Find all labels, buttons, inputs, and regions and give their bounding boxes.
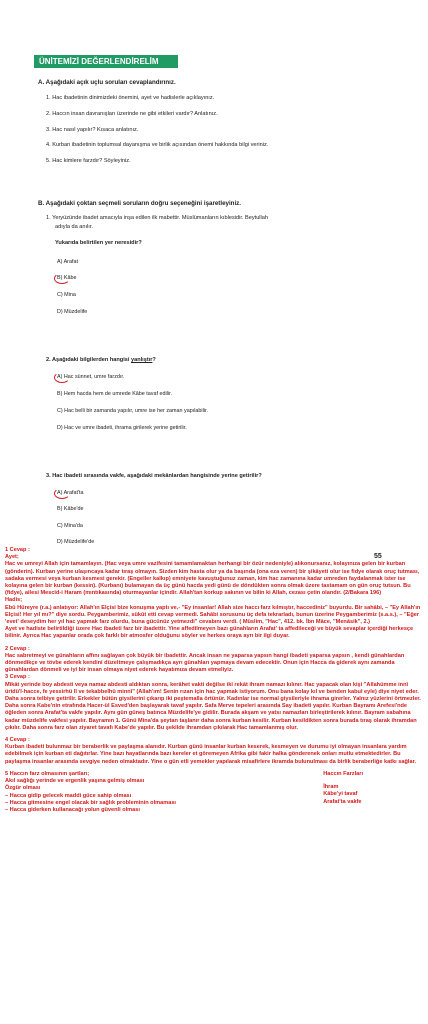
condition-item: – Hacca gidip gelecek maddi güce sahip olması [5, 792, 132, 799]
open-question-3: 3. Hac nasıl yapılır? Kısaca anlatınız. [46, 127, 139, 133]
section-b-title: B. Aşağıdaki çoktan seçmeli soruların doğru seçeneğini işaretleyiniz. [38, 200, 241, 207]
answer-1-title: 1 Cevap : [5, 547, 30, 553]
answer-1-hadis: Ebû Hüreyre (r.a.) anlatıyor: Allah'ın Elçisi bize konuşma yaptı ve,- "Ey insanlar! Allah size haccı farz kılmıştır, haccediniz" buyurdu. Bir sahâbi, – "Ey Allah'ın Elçisi! Her yıl mı?" diye sordu. Peygamberimiz, sükût etti cevap vermedi. Sahâbi sorusunu üç defa tekrarladı, bunun üzerine Peygamberimiz (s.a.s.), – "Eğer 'evet' deseydim her yıl hac yapmak farz olurdu, buna gücünüz yetmezdi" cevabını verdi. ( Müslim, "Hac", 412. bk. İbn Mâce, "Menâsik", 2.) [5, 604, 421, 626]
answer-5-row [5, 771, 423, 814]
answer-5-conditions [5, 771, 176, 814]
answer-mark-circle [54, 273, 70, 284]
answers-block [5, 547, 423, 814]
mc-question-3-stem: 3. Hac ibadeti sırasında vakfe, aşağıdaki mekânlardan hangisinde yerine getirilir? [46, 473, 262, 479]
open-question-5: 5. Hac kimlere farzdır? Söyleyiniz. [46, 158, 131, 164]
q3-option-c[interactable]: C) Mina'da [57, 523, 83, 529]
mc-question-1-line1: 1. Yeryüzünde ibadet amacıyla inşa edilen ilk mabettir. Müslümanların kıblesidir. Beytullah [46, 215, 269, 221]
q3-option-d[interactable]: D) Müzdelife'de [57, 539, 95, 545]
open-question-2: 2. Haccın insan davranışları üzerinde ne gibi etkileri vardır? Anlatınız. [46, 111, 218, 117]
unit-review-banner: ÜNİTEMİZİ DEĞERLENDİRELİM [34, 55, 178, 68]
q2-stem-underlined: yanlıştır [130, 357, 153, 363]
answer-1-ayet: Hac ve umreyi Allah için tamamlayın. (Hac veya umre vazifesini tamamlamaktan herhangi bir özür nedeniyle) alıkonursanız, kolayınıza gelen bir kurban (gönderin). Kurban yerine ulaşıncaya kadar tıraş olmayın. Sizden kim hasta olur ya da başında (ona eza veren) bir şikâyeti olur ise fidye olarak oruç tutması, sadaka vermesi veya kurban kesmesi gerekir. (Engeller kalkıp) emniyete kavuştuğunuz zaman, kim hac zamanına kadar umreden faydalanmak ister ise kolayına gelen bir kurban (kessin). (Kurbanı) bulamayan da üç günü hacda yedi günü de döndükten sonra olmak üzere tastamam on gün oruç tutsun. Bu (fidye), ailesi Mescid-i Haram (mıntıkasında) oturmayanlar içindir. Allah'tan korkup sakının ve bilin ki Allah, cezası çetin olandır. (2/Bakara 196) [5, 561, 420, 597]
open-question-1: 1. Hac ibadetinin dinimizdeki önemini, ayet ve hadislerle açıklayınız. [46, 95, 215, 101]
answer-2-title: 2 Cevap : [5, 645, 30, 652]
hajj-obligations [323, 771, 363, 814]
q2-option-d[interactable]: D) Hac ve umre ibadeti, ihrama girilerek yerine getirilir. [57, 425, 187, 431]
answer-1-ayet-label: Ayet; [5, 554, 19, 561]
mc-question-2-stem [46, 357, 156, 363]
answer-4-body: Kurban ibadeti bulunmaz bir beraberlik ve paylaşma alanıdır. Kurban günü insanlar kurban keserek, kesmeyen ve durumu iyi olmayan insanlara yardım edebilmek için kurban eti dağıtırlar. Yine bazı hayatlarında bazı kereler et göremeyen Afrika gibi fakir halka gönderenek onları mutlu etmektedirler. Bu paylaşma insanlar arasında sevgiye neden olmaktadır. Yine o gün etli yemekler yapılarak misafirlere ikramda bulunulması da birlik beraberliğe katkı sağlar. [5, 744, 417, 765]
answer-1-conclusion: Ayet ve hadiste belirtildiği üzere Hac ibadeti farz bir ibadettir. Yine affedilmeyen bazı günahların Arafat' ta affedileceği ve büyük sevaplar içerdiği herkesçe bilinir. Ayrıca Hac yapanlar orada çok farklı bir atmosfer olduğunu söyler ve herkes oraya ayrı bir ilgi duyar. [5, 626, 414, 640]
answer-1-hadis-label: Hadis; [5, 597, 23, 604]
answer-4-title: 4 Cevap : [5, 737, 30, 744]
open-question-4: 4. Kurban ibadetinin toplumsal dayanışma ve birlik açısından önemi hakkında bilgi veriniz. [46, 142, 269, 148]
q3-option-a[interactable]: A) Arafat'ta [57, 490, 84, 496]
answer-3-body: Mîkât yerinde boy abdesti veya namaz abdesti aldıktan sonra, kerâhet vakti değilse iki rekât ihram namazı kılınır. Hac yapacak olan kişi "Allahümme innî ürîdü'l-hacce, fe yessirhü lî ve tekabbelhü minnî" (Allah'ım! Senin rızan için hac yapmak istiyorum. Onu bana kolay kıl ve benden kabul eyle) diye niyet eder. Daha sonra telbiye getirilir. Erkekler bütün giysilerini çıkarıp iki peştemalla örtünür. Kadınlar ise normal giysileriyle ihrama girerler. Yalnız yüzlerini örtmezler. Daha sonra Kabe'nin etrafında Hacer-ül Esved'den başlayarak tavaf yapılır. Safa Merve tepeleri arasında Say ibadeti yapılır. Kurban Bayramı Arefesi'nde öğleden sonra Arafat'ta vakfe yapılır. Aynı gün güneş batınca Müzdelife'ye gidilir. Burada akşam ve yatsı namazları birleştirilerek kılınır. Bayram sabahına kadar müzdelife vakfesi yapılır. Bayramın 1. Günü Mina'da şeytan taşlanır daha sonra kurban kesilir. Kurban kesildikten sonra burada tıraş olarak ihramdan çıkılır. Daha sonra farz olan ziyaret tavafı Kabe'de yapılır. Bu şekilde ihramdan çıkılarak Hac tamamlanmış olur. [5, 681, 421, 731]
condition-item: Özgür olması [5, 785, 41, 792]
obligations-title: Haccın Farzları [323, 770, 363, 777]
q2-stem-end: ? [152, 357, 156, 363]
obligation-item: İhram [323, 784, 339, 791]
answer-3-title: 3 Cevap : [5, 674, 30, 681]
condition-item: – Hacca gitmesine engel olacak bir sağlık probleminin olmaması [5, 799, 176, 806]
q2-stem-text: 2. Aşağıdaki bilgilerden hangisi [46, 357, 131, 363]
answer-mark-circle [54, 488, 70, 499]
obligation-item: Arafat'ta vakfe [323, 798, 362, 805]
q2-option-b[interactable]: B) Hem hacda hem de umrede Kâbe tavaf edilir. [57, 391, 173, 397]
condition-item: Akıl sağlığı yerinde ve ergenlik yaşına gelmiş olması [5, 778, 145, 785]
q1-option-a[interactable]: A) Arafat [57, 259, 78, 265]
answer-2-body: Hac sabretmeyi ve günahların affını sağlayan çok büyük bir ibadettir. Ancak insan ne yaparsa yapsın hangi ibadeti yaparsa yapsın , kendi günahlardan dönmedikçe ve tövbe ederek kendini düzeltmeye çalışmadıkça ayrı günahları yapmaya devam edecektir. Onun için Hacca da giderek aynı zamanda günahlardan dönmeli ve iyi bir insan olmaya niyet ederek hayatımıza devam etmeliyiz. [5, 652, 405, 674]
q2-option-c[interactable]: C) Hac belli bir zamanda yapılır, umre ise her zaman yapılabilir. [57, 408, 209, 414]
q1-option-d[interactable]: D) Müzdelife [57, 309, 88, 315]
page-number: 55 [374, 553, 382, 560]
q2-option-a[interactable]: A) Hac sünnet, umre farzdır. [57, 374, 125, 380]
answer-5-title: 5 Haccın farz olmasının şartları; [5, 770, 90, 777]
mc-question-1-stem: Yukarıda belirtilen yer neresidir? [55, 240, 142, 246]
q3-option-b[interactable]: B) Kâbe'de [57, 506, 84, 512]
q1-option-b[interactable]: B) Kâbe [57, 275, 77, 281]
condition-item: – Hacca giderken kullanacağı yolun güvenli olması [5, 806, 140, 813]
mc-question-1-line2: adıyla da anılır. [55, 224, 93, 230]
answer-mark-circle [54, 372, 70, 383]
q1-option-c[interactable]: C) Mina [57, 292, 76, 298]
obligation-item: Kâbe'yi tavaf [323, 791, 358, 798]
section-a-title: A. Aşağıdaki açık uçlu soruları cevaplandırınız. [38, 79, 176, 86]
